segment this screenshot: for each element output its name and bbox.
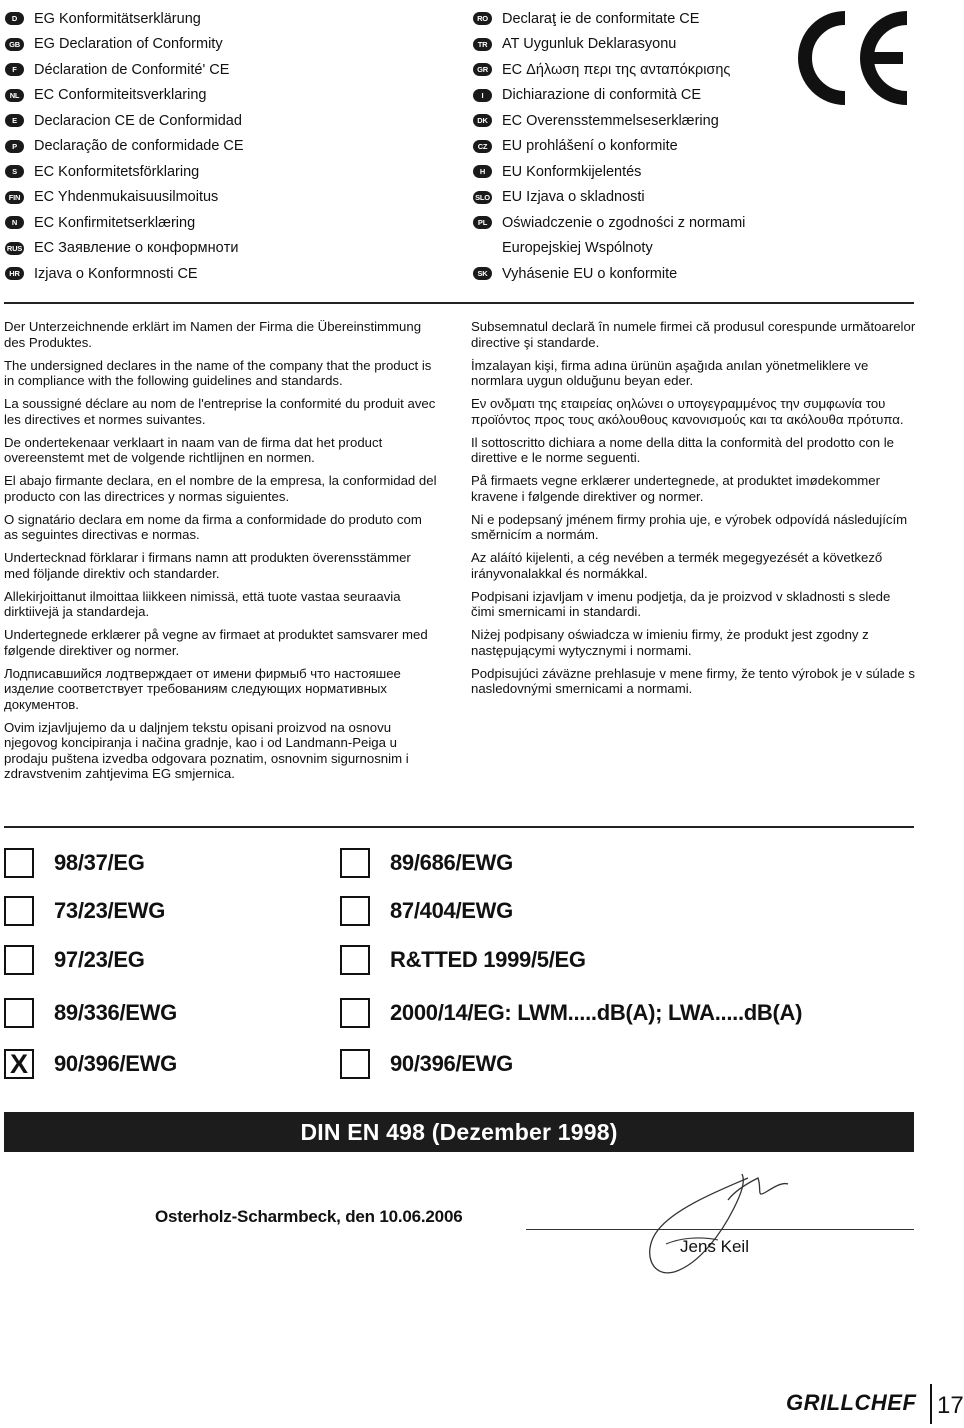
country-badge: SK [473, 267, 492, 280]
language-title: EC Konfirmitetserklæring [34, 214, 196, 231]
language-item [473, 6, 745, 32]
directive-checkbox[interactable] [340, 1049, 370, 1079]
language-title: Vyhásenie EU o konformite [502, 265, 678, 282]
language-title: ЕС Заявление о конформнoти [34, 240, 239, 257]
country-badge: H [473, 165, 492, 178]
country-badge: P [5, 140, 24, 153]
signature-icon [630, 1160, 800, 1285]
country-badge: SLO [473, 191, 492, 204]
language-title: Déclaration de Conformité' CE [34, 61, 230, 78]
declaration-paragraph: På firmaets vegne erklærer undertegnede, at produktet imødekommer kravene i følgende direktiver og normer. [471, 473, 881, 504]
country-badge: TR [473, 38, 492, 51]
declaration-paragraph: Лодписавшийся лодтверждает от имени фирмыб что настояшее изделие соответствует требованиям следующих нормативных документов. [4, 665, 401, 712]
declaration-paragraph: Εν ονδματι της εταιρείας οηλώνει ο υπογεγραμμένος την συμφωνία του προϊόντος προς τους ακόλουθους κανονισμούς και τα ακόλουθα πρότυπα. [471, 396, 904, 427]
declaration-paragraph: Der Unterzeichnende erklärt im Namen der Firma die Übereinstimmung des Produktes. [4, 319, 422, 350]
directive-item [340, 848, 513, 878]
directive-checkbox[interactable] [340, 945, 370, 975]
declaration-paragraph: Podpisujúci záväzne prehlasuje v mene firmy, že tento výrobok je v súlade s nasledovnými smernicami a normami. [471, 665, 915, 696]
language-item [473, 108, 745, 134]
language-list-right [473, 6, 745, 287]
directive-checkbox[interactable] [4, 945, 34, 975]
language-title: EC Overensstemmelseserklæring [502, 112, 719, 129]
country-badge: N [5, 216, 24, 229]
declaration-paragraph: İmzalayan kişi, firma adına ürünün aşağıda anılan yönetmeliklere ve normlara uygun olduğunu beyan eder. [471, 357, 869, 388]
declaration-column-left [4, 319, 438, 789]
language-item [5, 210, 244, 236]
language-item [5, 57, 244, 83]
directive-item [340, 998, 802, 1028]
declaration-column-right [471, 319, 916, 704]
declaration-paragraph: Undertecknad förklarar i firmans namn att produkten överensstämmer med följande direktiv och standarder. [4, 550, 411, 581]
directive-checkbox[interactable] [4, 998, 34, 1028]
page-number-divider [930, 1384, 932, 1424]
language-item [5, 236, 244, 262]
language-item [473, 185, 745, 211]
directive-checkbox[interactable] [4, 848, 34, 878]
language-title: EU prohlášení o konformite [502, 138, 678, 155]
country-badge: DK [473, 114, 492, 127]
directive-item [340, 896, 513, 926]
language-item [5, 108, 244, 134]
language-title: Declaração de conformidade CE [34, 138, 244, 155]
directive-label: 89/336/EWG [54, 1000, 177, 1025]
language-item [473, 57, 745, 83]
declaration-paragraph: La soussigné déclare au nom de l'entreprise la conformité du produit avec les directives et normes suivantes. [4, 396, 436, 427]
language-title: Dichiarazione di conformità CE [502, 87, 702, 104]
language-title: Declaracion CE de Conformidad [34, 112, 242, 129]
country-badge: NL [5, 89, 24, 102]
signature-line [526, 1229, 914, 1230]
language-item [473, 210, 745, 236]
directive-item [4, 998, 177, 1028]
country-badge: RUS [6, 243, 23, 253]
country-badge: F [5, 63, 24, 76]
language-item [5, 32, 244, 58]
country-badge: D [5, 12, 24, 25]
language-item [5, 6, 244, 32]
language-title: EC Konformitetsförklaring [34, 163, 200, 180]
language-item [5, 185, 244, 211]
language-title: ЕС Δήλωση περι της ανταπόκρισης [502, 61, 731, 78]
directive-checkbox[interactable] [340, 896, 370, 926]
signer-name: Jens Keil [680, 1237, 749, 1256]
declaration-paragraph: Ni e podepsaný jménem firmy prohia uje, e výrobek odpovídá následujícím smĕrnicím a normám. [471, 511, 908, 542]
language-title: Izjava o Konformnosti CE [34, 265, 198, 282]
language-item [473, 261, 745, 287]
directive-label: 87/404/EWG [390, 898, 513, 923]
declaration-paragraph: Subsemnatul declară în numele firmei că produsul corespunde următoarelor directive şi standarde. [471, 319, 916, 350]
declaration-paragraph: O signatário declara em nome da firma a conformidade do produto com as seguintes directivas e normas. [4, 511, 422, 542]
country-badge: RO [473, 12, 492, 25]
directive-checkbox[interactable] [340, 998, 370, 1028]
country-badge: FIN [5, 191, 24, 204]
directive-label: 98/37/EG [54, 850, 145, 875]
directive-label: R&TTED 1999/5/EG [390, 947, 586, 972]
directive-item [4, 896, 165, 926]
declaration-paragraph: Il sottoscritto dichiara a nome della ditta la conformità del prodotto con le direttive e le norme seguenti. [471, 434, 894, 465]
country-badge: GB [5, 38, 24, 51]
language-title: Europejskiej Wspólnoty [502, 240, 653, 257]
language-item [5, 83, 244, 109]
directive-item [4, 1049, 177, 1079]
country-badge [473, 242, 492, 255]
language-title: EG Declaration of Conformity [34, 36, 223, 53]
language-item [473, 32, 745, 58]
language-item [473, 236, 745, 262]
language-item [473, 134, 745, 160]
directive-checkbox[interactable]: X [4, 1049, 34, 1079]
declaration-paragraph: Podpisani izjavljam v imenu podjetja, da je proizvod v skladnosti s slede čimi smernicami in standardi. [471, 588, 891, 619]
directive-checkbox[interactable] [4, 896, 34, 926]
declaration-paragraph: Ovim izjavljujemo da u daljnjem tekstu opisani proizvod na osnovu njegovog koncipiranja i načina gradnje, kao i od Landmann-Peiga u prodaju puštena izvedba odgovara poznatim, osnovnim sigurnosnim i zdravstvenim zahtjevima EG smjernica. [4, 719, 409, 781]
language-title: EU Konformkijelentés [502, 163, 642, 180]
directive-item [340, 1049, 513, 1079]
language-item [473, 83, 745, 109]
declaration-paragraph: Allekirjoittanut ilmoittaa liikkeen nimissä, että tuote vastaa seuraavia dirktiivejä ja standardeja. [4, 588, 401, 619]
language-item [5, 134, 244, 160]
directive-checkbox[interactable] [340, 848, 370, 878]
declaration-paragraph: De ondertekenaar verklaart in naam van de firma dat het product overeenstemt met de volgende richtlijnen en normen. [4, 434, 383, 465]
language-item [473, 159, 745, 185]
directive-label: 73/23/EWG [54, 898, 166, 923]
language-item [5, 261, 244, 287]
language-list-left [5, 6, 244, 287]
directive-label: 90/396/EWG [390, 1051, 513, 1076]
country-badge: S [5, 165, 24, 178]
declaration-paragraph: The undersigned declares in the name of the company that the product is in compliance with the following guidelines and standards. [4, 357, 432, 388]
directive-item [4, 945, 145, 975]
standard-banner: DIN EN 498 (Dezember 1998) [4, 1112, 914, 1152]
ce-mark-icon [793, 6, 915, 110]
declaration-paragraph: Niżej podpisany oświadcza w imieniu firmy, że produkt jest zgodny z następującymi wytycznymi i normami. [471, 627, 869, 658]
directive-item [4, 848, 145, 878]
country-badge: CZ [473, 140, 492, 153]
country-badge: PL [473, 216, 492, 229]
language-title: EG Konformitätserklärung [34, 10, 201, 27]
language-title: Declaraţ ie de conformitate CE [502, 10, 700, 27]
directive-label: 97/23/EG [54, 947, 145, 972]
language-title: AT Uygunluk Deklarasyonu [502, 36, 677, 53]
declaration-paragraph: Undertegnede erklærer på vegne av firmaet at produktet samsvarer med følgende direktiver og normer. [4, 627, 428, 658]
declaration-paragraph: Az aláító kijelenti, a cég nevében a termék megegyezését a következő irányvonalakkal és normákkal. [471, 550, 883, 581]
language-title: Oświadczenie o zgodności z normami [502, 214, 746, 231]
directive-label: 89/686/EWG [390, 850, 513, 875]
page-number: 17 [937, 1392, 964, 1419]
country-badge: I [473, 89, 492, 102]
directive-label: 90/396/EWG [54, 1051, 177, 1076]
body-divider [4, 826, 914, 828]
declaration-paragraph: El abajo firmante declara, en el nombre de la empresa, la conformidad del producto con las directrices y normas siguientes. [4, 473, 437, 504]
language-title: EC Conformiteitsverklaring [34, 87, 207, 104]
directive-label: 2000/14/EG: LWM.....dB(A); LWA.....dB(A) [390, 1000, 803, 1025]
brand-logo: GRILLCHEF [786, 1390, 917, 1415]
language-title: EU Izjava o skladnosti [502, 189, 645, 206]
language-item [5, 159, 244, 185]
header-divider [4, 302, 914, 304]
place-date: Osterholz-Scharmbeck, den 10.06.2006 [155, 1207, 463, 1226]
country-badge: HR [5, 267, 24, 280]
country-badge: E [5, 114, 24, 127]
language-title: EC Yhdenmukaisuusilmoitus [34, 189, 219, 206]
directive-item [340, 945, 586, 975]
country-badge: GR [473, 63, 492, 76]
